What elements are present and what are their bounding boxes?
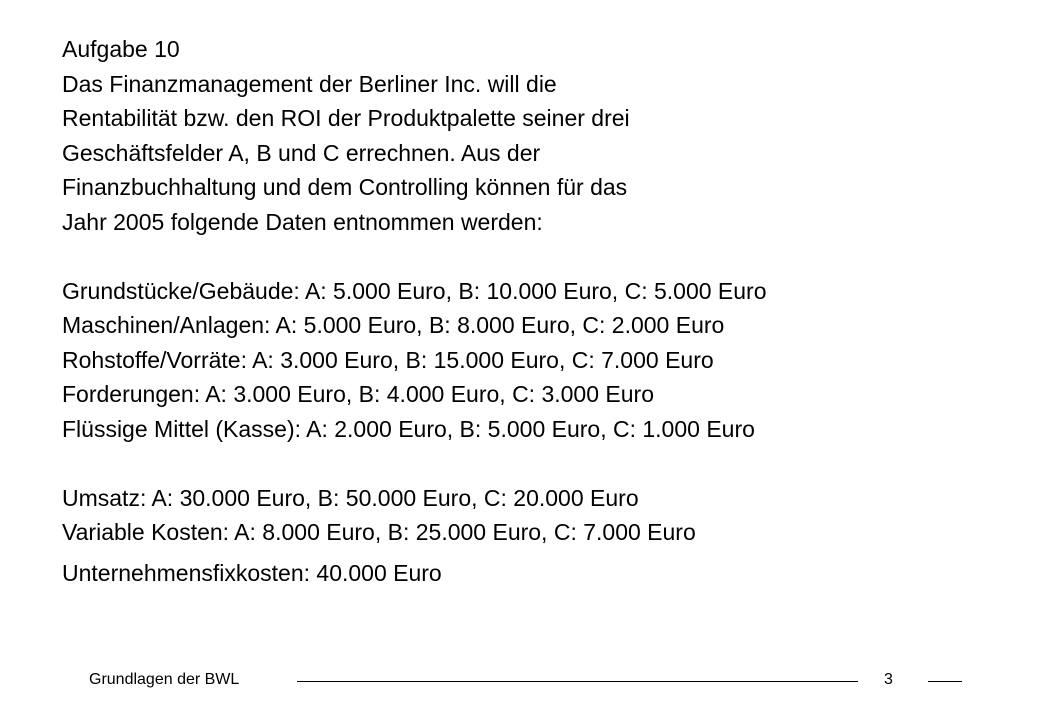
paragraph-gap — [62, 446, 962, 481]
asset-line-rohstoffe: Rohstoffe/Vorräte: A: 3.000 Euro, B: 15.000 Euro, C: 7.000 Euro — [62, 346, 714, 373]
income-line-variable-kosten: Variable Kosten: A: 8.000 Euro, B: 25.000 Euro, C: 7.000 Euro — [62, 519, 696, 545]
intro-line: Geschäftsfelder A, B und C errechnen. Aus der — [62, 139, 541, 166]
footer-divider — [928, 681, 962, 682]
intro-line: Finanzbuchhaltung und dem Controlling können für das — [62, 174, 628, 200]
income-line-umsatz: Umsatz: A: 30.000 Euro, B: 50.000 Euro, C: 20.000 Euro — [62, 484, 639, 511]
footer-label: Grundlagen der BWL — [89, 671, 240, 688]
asset-line-forderungen: Forderungen: A: 3.000 Euro, B: 4.000 Euro, C: 3.000 Euro — [62, 381, 654, 407]
page-number: 3 — [884, 671, 893, 688]
asset-line-maschinen: Maschinen/Anlagen: A: 5.000 Euro, B: 8.000 Euro, C: 2.000 Euro — [62, 312, 725, 338]
task-text-block — [62, 32, 962, 590]
intro-line: Rentabilität bzw. den ROI der Produktpalette seiner drei — [62, 105, 630, 131]
income-line-fixkosten: Unternehmensfixkosten: 40.000 Euro — [62, 559, 442, 586]
asset-line-fluessige-mittel: Flüssige Mittel (Kasse): A: 2.000 Euro, B: 5.000 Euro, C: 1.000 Euro — [62, 415, 755, 442]
slide-footer — [0, 665, 1040, 695]
intro-line: Das Finanzmanagement der Berliner Inc. will die — [62, 70, 557, 97]
intro-line: Jahr 2005 folgende Daten entnommen werden: — [62, 208, 543, 235]
asset-line-grundstuecke: Grundstücke/Gebäude: A: 5.000 Euro, B: 10.000 Euro, C: 5.000 Euro — [62, 277, 767, 304]
paragraph-gap — [62, 239, 962, 274]
footer-divider — [297, 681, 858, 682]
task-title: Aufgabe 10 — [62, 36, 180, 62]
